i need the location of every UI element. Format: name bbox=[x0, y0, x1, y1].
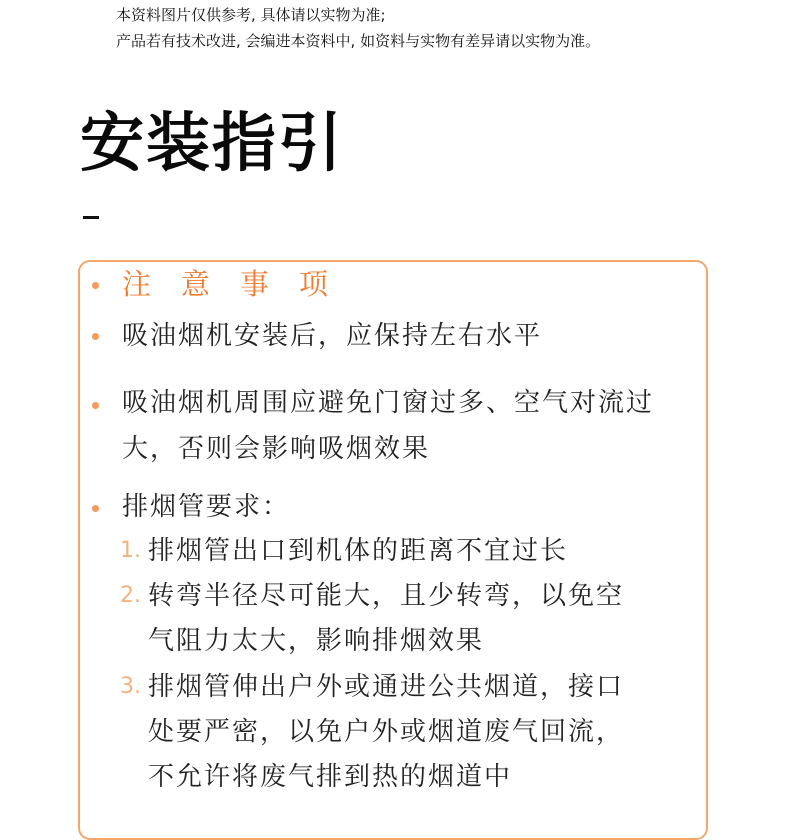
sub-item-number: 1. bbox=[120, 538, 141, 563]
sub-item-line: 不允许将废气排到热的烟道中 bbox=[148, 762, 513, 792]
sub-item-line: 气阻力太大，影响排烟效果 bbox=[148, 626, 485, 656]
bullet-dot bbox=[92, 282, 99, 289]
notice-heading: 注意事项 bbox=[122, 267, 359, 301]
bullet-line: 吸油烟机周围应避免门窗过多、空气对流过 bbox=[122, 388, 655, 418]
disclaimer-line-1: 本资料图片仅供参考, 具体请以实物为准; bbox=[116, 6, 386, 24]
sub-item-number: 2. bbox=[120, 583, 141, 608]
sub-item-line: 排烟管出口到机体的距离不宜过长 bbox=[148, 536, 569, 566]
title-underline bbox=[83, 216, 99, 219]
bullet-dot bbox=[92, 333, 99, 340]
sub-item-line: 处要严密，以免户外或烟道废气回流， bbox=[148, 717, 625, 747]
disclaimer-line-2: 产品若有技术改进, 会编进本资料中, 如资料与实物有差异请以实物为准。 bbox=[116, 32, 601, 50]
bullet-line: 吸油烟机安装后，应保持左右水平 bbox=[122, 321, 543, 351]
bullet-dot bbox=[92, 402, 99, 409]
bullet-line: 排烟管要求： bbox=[122, 492, 291, 522]
disclaimer bbox=[116, 2, 600, 54]
bullet-line: 大，否则会影响吸烟效果 bbox=[122, 434, 431, 464]
sub-item-line: 转弯半径尽可能大，且少转弯，以免空 bbox=[148, 581, 625, 611]
bullet-dot bbox=[92, 505, 99, 512]
page-title: 安装指引 bbox=[80, 107, 344, 181]
sub-item-number: 3. bbox=[120, 674, 141, 699]
sub-item-line: 排烟管伸出户外或通进公共烟道，接口 bbox=[148, 672, 625, 702]
